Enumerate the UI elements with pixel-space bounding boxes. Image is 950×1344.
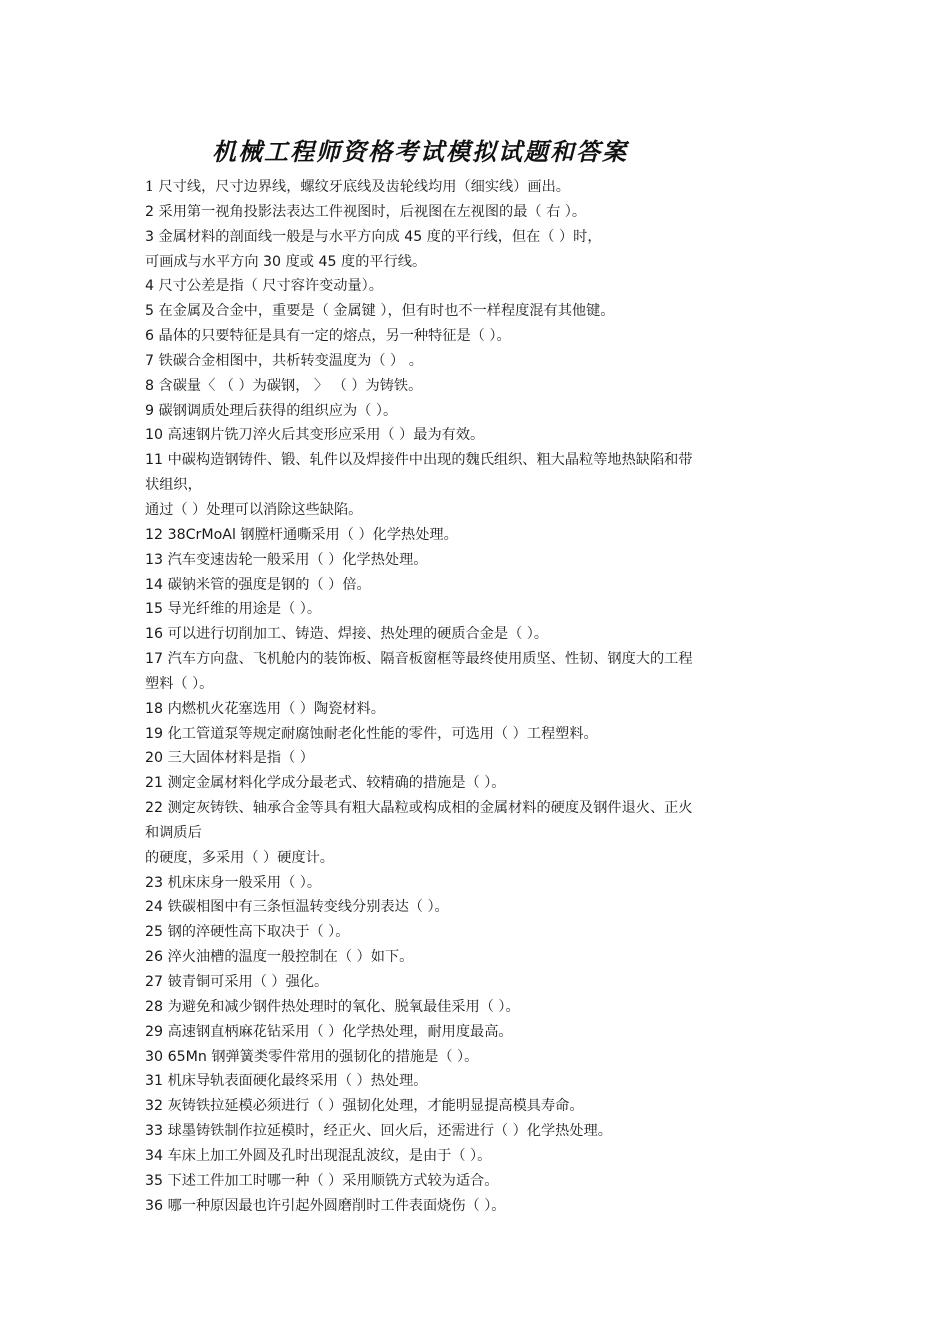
question-line: 21 测定金属材料化学成分最老式、较精确的措施是（ ）。 xyxy=(145,775,506,792)
question-line: 24 铁碳相图中有三条恒温转变线分别表达（ ）。 xyxy=(145,899,449,916)
question-line: 2 采用第一视角投影法表达工件视图时，后视图在左视图的最（ 右 ）。 xyxy=(145,203,587,220)
document-title: 机械工程师资格考试模拟试题和答案 xyxy=(212,137,628,166)
question-line: 和调质后 xyxy=(145,824,202,841)
question-line: 31 机床导轨表面硬化最终采用（ ）热处理。 xyxy=(145,1073,428,1090)
question-line: 17 汽车方向盘、飞机舱内的装饰板、隔音板窗框等最终使用质坚、性韧、钢度大的工程 xyxy=(145,651,693,668)
question-line: 3 金属材料的剖面线一般是与水平方向成 45 度的平行线，但在（ ）时， xyxy=(145,228,602,245)
question-line: 32 灰铸铁拉延模必须进行（ ）强韧化处理，才能明显提高模具寿命。 xyxy=(145,1098,584,1115)
question-line: 4 尺寸公差是指（ 尺寸容许变动量）。 xyxy=(145,278,383,295)
question-line: 22 测定灰铸铁、轴承合金等具有粗大晶粒或构成相的金属材料的硬度及钢件退火、正火 xyxy=(145,800,693,817)
question-line: 36 哪一种原因最也许引起外圆磨削时工件表面烧伤（ ）。 xyxy=(145,1197,506,1214)
question-line: 23 机床床身一般采用（ ）。 xyxy=(145,874,322,891)
question-line: 10 高速钢片铣刀淬火后其变形应采用（ ）最为有效。 xyxy=(145,427,485,444)
question-line: 35 下述工件加工时哪一种（ ）采用顺铣方式较为适合。 xyxy=(145,1172,499,1189)
question-line: 9 碳钢调质处理后获得的组织应为（ ）。 xyxy=(145,402,398,419)
question-line: 5 在金属及合金中，重要是（ 金属键 ），但有时也不一样程度混有其他键。 xyxy=(145,303,615,320)
question-line: 塑料（ ）。 xyxy=(145,675,214,692)
question-line: 可画成与水平方向 30 度或 45 度的平行线。 xyxy=(145,253,427,270)
question-line: 12 38CrMoAl 钢膛杆通嘶采用（ ）化学热处理。 xyxy=(145,526,458,543)
question-line: 29 高速钢直柄麻花钻采用（ ）化学热处理，耐用度最高。 xyxy=(145,1023,513,1040)
question-line: 20 三大固体材料是指（ ） xyxy=(145,750,314,767)
question-line: 28 为避免和减少钢件热处理时的氧化、脱氧最佳采用（ ）。 xyxy=(145,998,520,1015)
question-line: 34 车床上加工外圆及孔时出现混乱波纹，是由于（ ）。 xyxy=(145,1147,492,1164)
question-line: 33 球墨铸铁制作拉延模时，经正火、回火后，还需进行（ ）化学热处理。 xyxy=(145,1123,612,1140)
question-line: 27 铍青铜可采用（ ）强化。 xyxy=(145,974,329,990)
question-line: 16 可以进行切削加工、铸造、焊接、热处理的硬质合金是（ ）。 xyxy=(145,626,549,643)
question-line: 13 汽车变速齿轮一般采用（ ）化学热处理。 xyxy=(145,551,428,568)
question-line: 19 化工管道泵等规定耐腐蚀耐老化性能的零件，可选用（ ）工程塑料。 xyxy=(145,725,598,742)
question-line: 1 尺寸线，尺寸边界线，螺纹牙底线及齿轮线均用（细实线）画出。 xyxy=(145,179,570,195)
question-line: 15 导光纤维的用途是（ ）。 xyxy=(145,601,322,618)
question-line: 14 碳钠米管的强度是钢的（ ）倍。 xyxy=(145,576,371,593)
question-line: 30 65Mn 钢弹簧类零件常用的强韧化的措施是（ ）。 xyxy=(145,1048,479,1065)
question-line: 通过（ ）处理可以消除这些缺陷。 xyxy=(145,501,363,518)
question-line: 18 内燃机火花塞选用（ ）陶瓷材料。 xyxy=(145,700,385,717)
question-line: 的硬度，多采用（ ）硬度计。 xyxy=(145,849,334,866)
question-line: 11 中碳构造钢铸件、锻、轧件以及焊接件中出现的魏氏组织、粗大晶粒等地热缺陷和带 xyxy=(145,452,693,469)
question-line: 状组织， xyxy=(145,477,202,494)
question-list xyxy=(145,175,800,1218)
question-line: 8 含碳量〈 （ ）为碳钢， 〉 （ ）为铸铁。 xyxy=(145,377,423,394)
question-line: 25 钢的淬硬性高下取决于（ ）。 xyxy=(145,924,350,941)
question-line: 7 铁碳合金相图中，共析转变温度为（ ） 。 xyxy=(145,352,423,369)
question-line: 6 晶体的只要特征是具有一定的熔点，另一种特征是（ ）。 xyxy=(145,328,511,345)
question-line: 26 淬火油槽的温度一般控制在（ ）如下。 xyxy=(145,949,414,966)
